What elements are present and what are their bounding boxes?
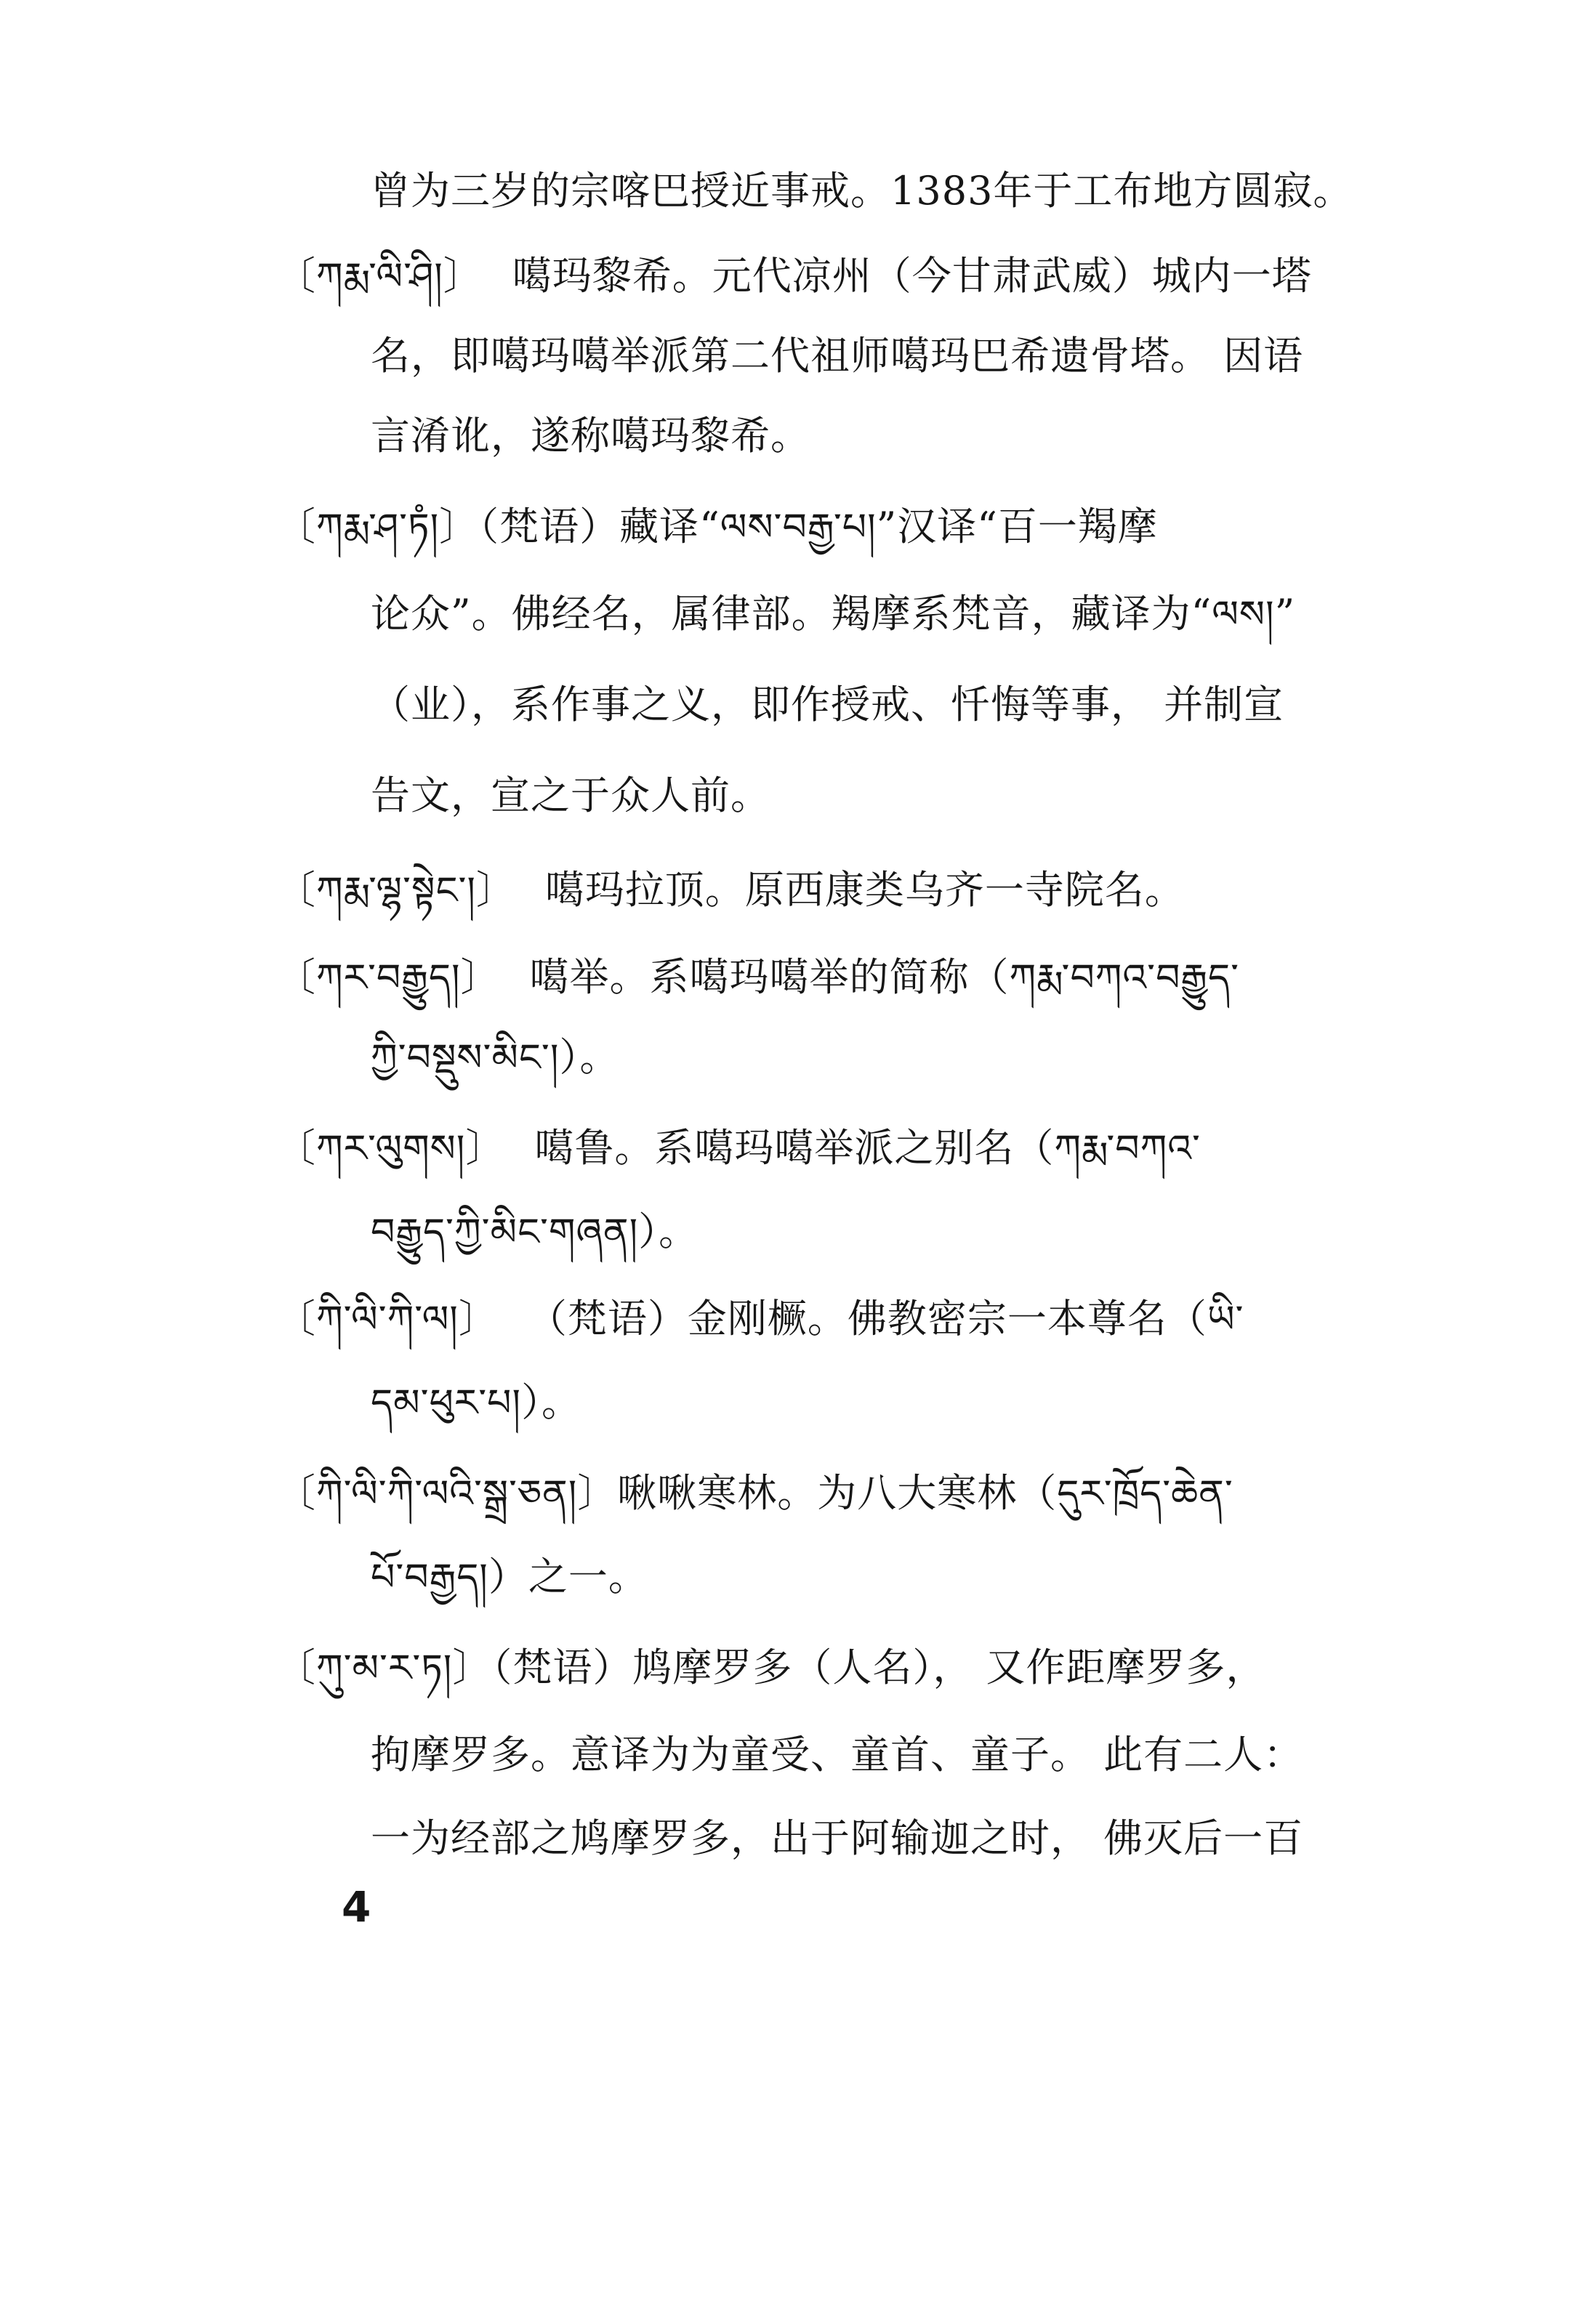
tibetan-inline: དམ་ཕུར་པ། <box>371 1381 522 1425</box>
tibetan-inline: བརྒྱུད་ཀྱི་མིང་གཞན། <box>371 1211 639 1254</box>
tibetan-term: ཀི་ལི་ཀི་ལའི་སྒྲ་ཅན། <box>316 1472 578 1516</box>
entry-gloss: 噶玛黎希。元代凉州（今甘肃武威）城内一塔 <box>512 253 1312 299</box>
entry-kilikila: 〔ཀི་ལི་ཀི་ལ།〕 （梵语）金刚橛。佛教密宗一本尊名（ཡི་ <box>276 1296 1244 1341</box>
text-line: 告文，宣之于众人前。 <box>371 772 770 818</box>
entry-kilikilai-dra: 〔ཀི་ལི་ཀི་ལའི་སྒྲ་ཅན།〕啾啾寒林。为八大寒林（དུར་ཁྲོད་ཆེན་ <box>276 1470 1233 1516</box>
entry-gloss: （梵语）鸠摩罗多（人名）， 又作距摩罗多， <box>492 1645 1266 1690</box>
page-number: 4 <box>342 1882 371 1932</box>
text-line: （业），系作事之义，即作授戒、忏悔等事， 并制宣 <box>371 682 1284 727</box>
entry-kumarata: 〔ཀུ་མ་ར་ཏ།〕（梵语）鸠摩罗多（人名）， 又作距摩罗多， <box>276 1645 1266 1690</box>
tibetan-term: ཀརྨ་ལི་ཤི། <box>316 255 443 299</box>
text-line: 论众”。佛经名，属律部。羯摩系梵音，藏译为“ལས།” <box>371 591 1296 637</box>
entry-gloss: 噶鲁。系噶玛噶举派之别名（ <box>534 1125 1055 1171</box>
tibetan-inline: ལས་བརྒྱ་པ། <box>720 506 877 549</box>
entry-karma-shatam: 〔ཀརྨ་ཤ་ཏཾ།〕（梵语）藏译“ལས་བརྒྱ་པ།”汉译“百一羯摩 <box>276 504 1158 549</box>
tibetan-inline: དུར་ཁྲོད་ཆེན་ <box>1057 1472 1233 1516</box>
tibetan-term: ཀུ་མ་ར་ཏ། <box>316 1647 453 1690</box>
entry-kar-gyud: 〔ཀར་བརྒྱུད།〕 噶举。系噶玛噶举的简称（ཀརྨ་བཀའ་བརྒྱུད་ <box>276 954 1240 1000</box>
text-line: དམ་ཕུར་པ།）。 <box>371 1379 582 1425</box>
text-line: པོ་བརྒྱད།）之一。 <box>371 1554 648 1599</box>
tibetan-term: ཀར་བརྒྱུད། <box>316 956 461 1000</box>
tibetan-inline: ཀརྨ་བཀའ་བརྒྱུད་ <box>1009 956 1240 1000</box>
tibetan-inline: ཀྱི་བསྡུས་མིང་། <box>371 1036 560 1080</box>
tibetan-inline: ཡི་ <box>1207 1298 1244 1341</box>
entry-gloss: 噶举。系噶玛噶举的简称（ <box>529 954 1010 1000</box>
entry-kar-lugs: 〔ཀར་ལུགས།〕 噶鲁。系噶玛噶举派之别名（ཀརྨ་བཀའ་ <box>276 1125 1201 1171</box>
entry-gloss: 噶玛拉顶。原西康类乌齐一寺院名。 <box>544 867 1185 913</box>
tibetan-inline: ལས། <box>1212 593 1275 637</box>
text-line: 一为经部之鸠摩罗多，出于阿输迦之时， 佛灭后一百 <box>371 1815 1304 1861</box>
entry-gloss: ”汉译“百一羯摩 <box>876 504 1158 549</box>
entry-karma-lhateng: 〔ཀརྨ་ལྷ་སྟེང་།〕 噶玛拉顶。原西康类乌齐一寺院名。 <box>276 867 1185 913</box>
text-line: 言淆讹，遂称噶玛黎希。 <box>371 413 810 459</box>
tibetan-term: ཀི་ལི་ཀི་ལ། <box>316 1298 459 1341</box>
entry-karma-lishi: 〔ཀརྨ་ལི་ཤི།〕 噶玛黎希。元代凉州（今甘肃武威）城内一塔 <box>276 253 1312 299</box>
text-line: ཀྱི་བསྡུས་མིང་།）。 <box>371 1034 620 1080</box>
text-line: བརྒྱུད་ཀྱི་མིང་གཞན།）。 <box>371 1209 699 1254</box>
entry-gloss: 啾啾寒林。为八大寒林（ <box>617 1470 1058 1516</box>
tibetan-term: ཀར་ལུགས། <box>316 1127 466 1171</box>
text-line: 拘摩罗多。意译为为童受、童首、童子。 此有二人： <box>371 1732 1304 1778</box>
tibetan-inline: པོ་བརྒྱད། <box>371 1556 488 1599</box>
text-line: 曾为三岁的宗喀巴授近事戒。1383年于工布地方圆寂。 <box>371 168 1353 214</box>
tibetan-term: ཀརྨ་ཤ་ཏཾ། <box>316 506 440 549</box>
entry-gloss: （梵语）金刚橛。佛教密宗一本尊名（ <box>527 1296 1207 1341</box>
entry-gloss: （梵语）藏译“ <box>479 504 720 549</box>
tibetan-inline: ཀརྨ་བཀའ་ <box>1054 1127 1201 1171</box>
tibetan-term: ཀརྨ་ལྷ་སྟེང་། <box>316 869 476 913</box>
text-line: 名，即噶玛噶举派第二代祖师噶玛巴希遗骨塔。 因语 <box>371 333 1304 379</box>
